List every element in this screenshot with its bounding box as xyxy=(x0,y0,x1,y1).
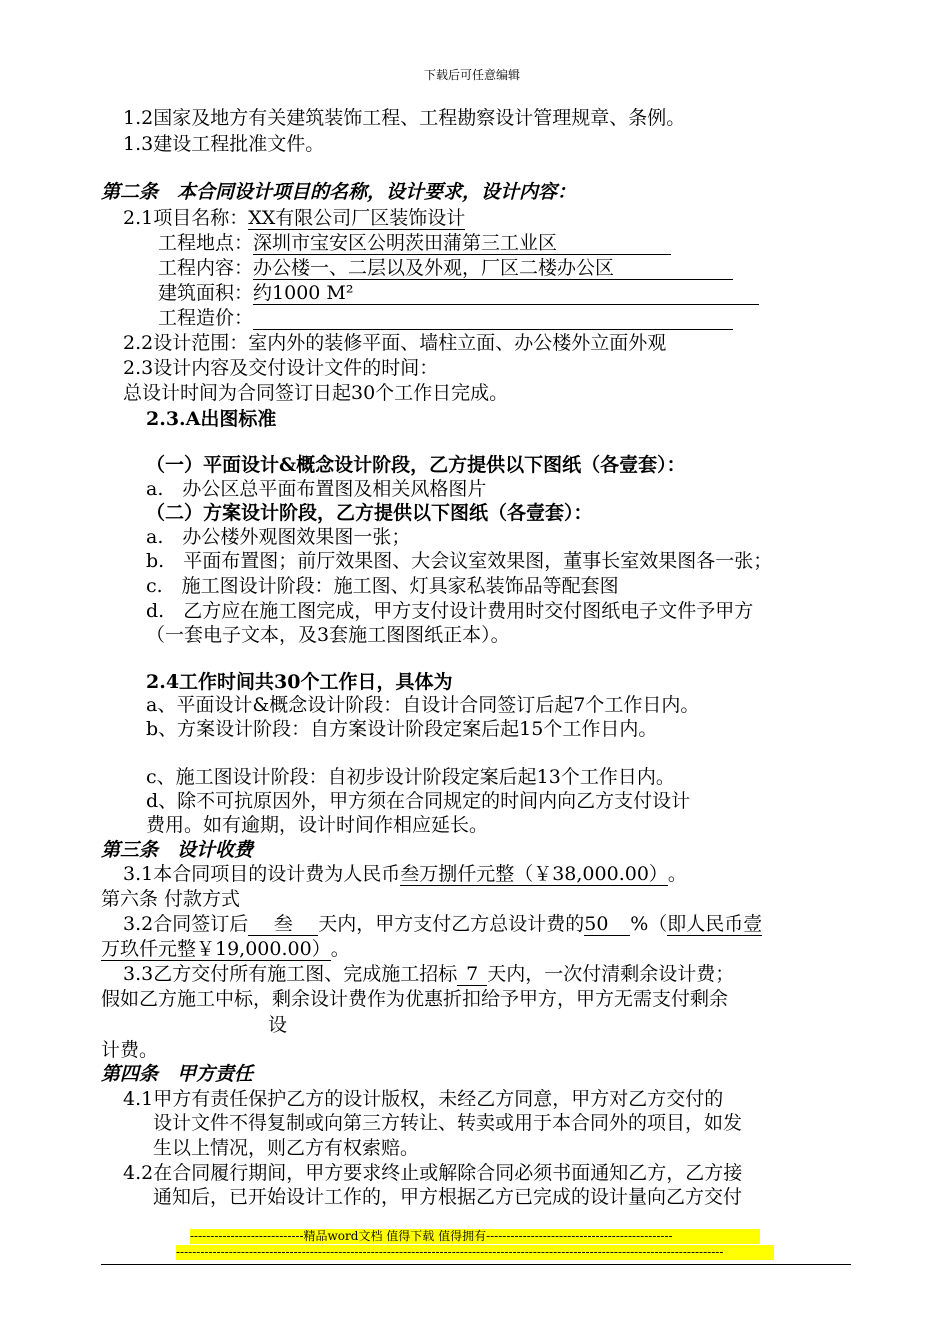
clause-2-4-d-cont: 费用。如有逾期，设计时间作相应延长。 xyxy=(146,814,489,836)
project-name-value: XX有限公司厂区装饰设计 xyxy=(248,207,466,229)
footer-banner-line-2: --------------------------------------------------------------------------------------------------------------------------------------- xyxy=(176,1245,774,1260)
clause-1-3: 1.3建设工程批准文件。 xyxy=(123,133,325,155)
stage-1-title: （一）平面设计&概念设计阶段，乙方提供以下图纸（各壹套）： xyxy=(146,454,686,476)
stage-2-item-d: d. 乙方应在施工图完成，甲方支付设计费用时交付图纸电子文件予甲方 xyxy=(146,600,754,622)
stage-2-item-b: b. 平面布置图；前厅效果图、大会议室效果图，董事长室效果图各一张； xyxy=(146,550,773,572)
content-label: 工程内容： xyxy=(158,257,254,279)
project-name-label: 2.1项目名称： xyxy=(123,207,249,229)
content-row xyxy=(158,256,733,280)
clause-3-2-end: 。 xyxy=(330,938,350,960)
content-value: 办公楼一、二层以及外观，厂区二楼办公区 xyxy=(253,258,733,280)
clause-3-3 xyxy=(123,962,734,986)
stage-2-item-d-cont: （一套电子文本，及3套施工图图纸正本）。 xyxy=(146,624,510,646)
clause-3-3-line-4: 计费。 xyxy=(101,1039,159,1061)
footer-banner-line-1: ----------------------------精品word文档 值得下载 值得拥有---------------------------------------------- xyxy=(190,1229,760,1244)
article-3-title: 第三条 设计收费 xyxy=(101,839,254,861)
clause-2-2: 2.2设计范围：室内外的装修平面、墙柱立面、办公楼外立面外观 xyxy=(123,332,667,354)
site-row xyxy=(158,231,671,255)
article-6-title: 第六条 付款方式 xyxy=(101,888,241,910)
design-fee-amount: 叁万捌仟元整（￥38,000.00） xyxy=(400,863,668,885)
footer-rule xyxy=(101,1264,851,1265)
clause-3-3-end: 天内，一次付清剩余设计费； xyxy=(487,963,735,985)
final-payment-days: 7 xyxy=(457,964,487,986)
cost-row xyxy=(158,306,733,330)
site-value: 深圳市宝安区公明茨田蒲第三工业区 xyxy=(253,233,671,255)
area-label: 建筑面积： xyxy=(158,282,254,304)
clause-2-4-d: d、除不可抗原因外，甲方须在合同规定的时间内向乙方支付设计 xyxy=(146,790,691,812)
clause-3-1-text: 3.1本合同项目的设计费为人民币 xyxy=(123,863,401,885)
page-header: 下载后可任意编辑 xyxy=(424,68,521,82)
clause-2-4-b: b、方案设计阶段：自方案设计阶段定案后起15个工作日内。 xyxy=(146,718,658,740)
clause-3-1-end: 。 xyxy=(667,863,687,885)
article-2-title: 第二条 本合同设计项目的名称，设计要求，设计内容： xyxy=(101,181,577,203)
payment-percent: 50 xyxy=(584,914,630,936)
area-row xyxy=(158,281,759,305)
article-4-title: 第四条 甲方责任 xyxy=(101,1063,254,1085)
clause-2-1 xyxy=(123,206,465,230)
clause-4-2-line-2: 通知后，已开始设计工作的，甲方根据乙方已完成的设计量向乙方交付 xyxy=(153,1186,743,1208)
cost-label: 工程造价： xyxy=(158,307,254,329)
clause-2-4-c: c、施工图设计阶段：自初步设计阶段定案后起13个工作日内。 xyxy=(146,766,675,788)
total-time: 总设计时间为合同签订日起30个工作日完成。 xyxy=(123,382,509,404)
clause-3-2-text: 3.2合同签订后 xyxy=(123,913,249,935)
payment-days: 叁 xyxy=(248,914,318,936)
stage-1-item-a: a. 办公区总平面布置图及相关风格图片 xyxy=(146,478,487,500)
clause-3-3-line-3: 设 xyxy=(268,1014,288,1036)
clause-2-3: 2.3设计内容及交付设计文件的时间： xyxy=(123,357,439,379)
clause-3-3-line-2: 假如乙方施工中标，剩余设计费作为优惠折扣给予甲方，甲方无需支付剩余 xyxy=(101,988,729,1010)
clause-2-4: 2.4工作时间共30个工作日，具体为 xyxy=(146,671,453,693)
area-value: 约1000 M² xyxy=(253,283,759,305)
stage-2-item-c: c. 施工图设计阶段：施工图、灯具家私装饰品等配套图 xyxy=(146,575,619,597)
clause-2-3-a: 2.3.A出图标准 xyxy=(146,408,277,430)
clause-1-2: 1.2国家及地方有关建筑装饰工程、工程勘察设计管理规章、条例。 xyxy=(123,107,686,129)
clause-2-4-a: a、平面设计&概念设计阶段：自设计合同签订后起7个工作日内。 xyxy=(146,694,700,716)
stage-2-title: （二）方案设计阶段，乙方提供以下图纸（各壹套）： xyxy=(146,502,593,524)
clause-4-1-line-2: 设计文件不得复制或向第三方转让、转卖或用于本合同外的项目，如发 xyxy=(153,1112,743,1134)
payment-amount-part-2: 万玖仟元整￥19,000.00） xyxy=(101,938,331,960)
site-label: 工程地点： xyxy=(158,232,254,254)
clause-3-1 xyxy=(123,862,687,886)
clause-3-2-cont xyxy=(101,937,350,961)
clause-4-1-line-3: 生以上情况，则乙方有权索赔。 xyxy=(153,1137,420,1159)
percent-sign: %（ xyxy=(630,913,668,935)
stage-2-item-a: a. 办公楼外观图效果图一张； xyxy=(146,526,411,548)
cost-blank xyxy=(253,310,733,330)
payment-amount-part-1: 即人民币壹 xyxy=(667,913,763,935)
clause-4-2: 4.2在合同履行期间，甲方要求终止或解除合同必须书面通知乙方，乙方接 xyxy=(123,1162,743,1184)
clause-4-1: 4.1甲方有责任保护乙方的设计版权，未经乙方同意，甲方对乙方交付的 xyxy=(123,1088,724,1110)
clause-3-2 xyxy=(123,912,762,936)
clause-3-2-mid: 天内，甲方支付乙方总设计费的 xyxy=(318,913,585,935)
clause-3-3-text: 3.3乙方交付所有施工图、完成施工招标 xyxy=(123,963,458,985)
